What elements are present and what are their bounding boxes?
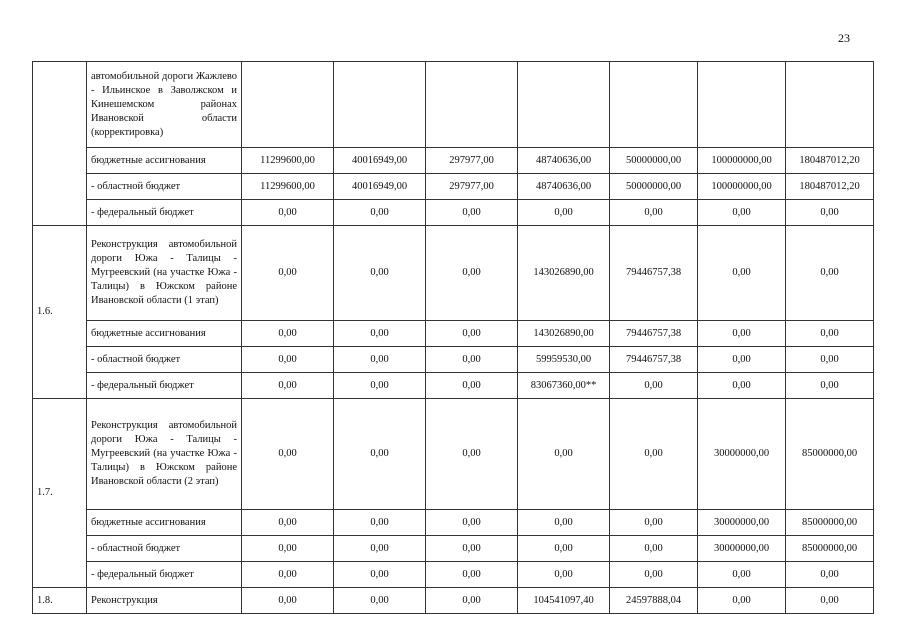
value-cell: 0,00 bbox=[518, 510, 610, 536]
item-name-cell: бюджетные ассигнования bbox=[87, 321, 242, 347]
value-cell bbox=[518, 62, 610, 148]
value-cell: 0,00 bbox=[334, 347, 426, 373]
table-row bbox=[33, 536, 874, 562]
item-name-cell: бюджетные ассигнования bbox=[87, 510, 242, 536]
value-cell: 0,00 bbox=[242, 226, 334, 321]
value-cell: 0,00 bbox=[698, 226, 786, 321]
item-name-cell: бюджетные ассигнования bbox=[87, 148, 242, 174]
value-cell: 0,00 bbox=[334, 373, 426, 399]
value-cell: 0,00 bbox=[786, 200, 874, 226]
value-cell: 0,00 bbox=[698, 588, 786, 614]
value-cell: 0,00 bbox=[518, 200, 610, 226]
value-cell: 0,00 bbox=[426, 399, 518, 510]
table-row bbox=[33, 200, 874, 226]
value-cell: 0,00 bbox=[698, 562, 786, 588]
value-cell: 0,00 bbox=[242, 536, 334, 562]
value-cell: 0,00 bbox=[786, 588, 874, 614]
value-cell: 143026890,00 bbox=[518, 226, 610, 321]
item-number-cell: 1.6. bbox=[33, 226, 87, 399]
value-cell: 100000000,00 bbox=[698, 174, 786, 200]
item-number-cell: 1.7. bbox=[33, 399, 87, 588]
value-cell: 0,00 bbox=[334, 200, 426, 226]
value-cell: 79446757,38 bbox=[610, 226, 698, 321]
item-number-cell: 1.8. bbox=[33, 588, 87, 614]
value-cell bbox=[698, 62, 786, 148]
value-cell: 0,00 bbox=[334, 399, 426, 510]
value-cell: 180487012,20 bbox=[786, 148, 874, 174]
value-cell: 0,00 bbox=[242, 510, 334, 536]
table-row bbox=[33, 62, 874, 148]
item-name-cell: - областной бюджет bbox=[87, 347, 242, 373]
value-cell: 0,00 bbox=[786, 373, 874, 399]
value-cell: 0,00 bbox=[698, 200, 786, 226]
value-cell: 297977,00 bbox=[426, 174, 518, 200]
value-cell: 30000000,00 bbox=[698, 399, 786, 510]
value-cell: 0,00 bbox=[426, 510, 518, 536]
page-number: 23 bbox=[838, 31, 850, 45]
value-cell: 0,00 bbox=[426, 373, 518, 399]
value-cell: 0,00 bbox=[518, 562, 610, 588]
value-cell: 48740636,00 bbox=[518, 148, 610, 174]
value-cell: 0,00 bbox=[242, 399, 334, 510]
table-row bbox=[33, 588, 874, 614]
table-row bbox=[33, 510, 874, 536]
value-cell: 0,00 bbox=[334, 321, 426, 347]
value-cell: 0,00 bbox=[242, 588, 334, 614]
table-row bbox=[33, 562, 874, 588]
value-cell: 0,00 bbox=[242, 373, 334, 399]
value-cell: 0,00 bbox=[610, 536, 698, 562]
value-cell: 0,00 bbox=[334, 536, 426, 562]
value-cell: 0,00 bbox=[426, 226, 518, 321]
value-cell: 85000000,00 bbox=[786, 399, 874, 510]
item-name-cell: Реконструкция bbox=[87, 588, 242, 614]
value-cell: 180487012,20 bbox=[786, 174, 874, 200]
item-name-cell: - федеральный бюджет bbox=[87, 200, 242, 226]
table-row bbox=[33, 148, 874, 174]
value-cell: 0,00 bbox=[426, 536, 518, 562]
value-cell: 40016949,00 bbox=[334, 174, 426, 200]
item-name-cell: - областной бюджет bbox=[87, 174, 242, 200]
value-cell: 40016949,00 bbox=[334, 148, 426, 174]
value-cell: 30000000,00 bbox=[698, 536, 786, 562]
value-cell: 143026890,00 bbox=[518, 321, 610, 347]
value-cell: 24597888,04 bbox=[610, 588, 698, 614]
item-name-cell: автомобильной дороги Жажлево - Ильинское в Заволжском и Кинешемском районах Ивановской области (корректировка) bbox=[87, 62, 242, 148]
value-cell: 0,00 bbox=[610, 562, 698, 588]
item-name-cell: - областной бюджет bbox=[87, 536, 242, 562]
value-cell: 100000000,00 bbox=[698, 148, 786, 174]
item-name-cell: - федеральный бюджет bbox=[87, 562, 242, 588]
value-cell: 50000000,00 bbox=[610, 174, 698, 200]
budget-table bbox=[32, 61, 874, 614]
value-cell: 0,00 bbox=[242, 347, 334, 373]
value-cell bbox=[786, 62, 874, 148]
value-cell: 104541097,40 bbox=[518, 588, 610, 614]
value-cell: 83067360,00** bbox=[518, 373, 610, 399]
value-cell: 0,00 bbox=[426, 200, 518, 226]
value-cell: 0,00 bbox=[786, 347, 874, 373]
item-name-cell: - федеральный бюджет bbox=[87, 373, 242, 399]
value-cell: 0,00 bbox=[426, 562, 518, 588]
item-number-cell bbox=[33, 62, 87, 226]
value-cell: 30000000,00 bbox=[698, 510, 786, 536]
value-cell: 0,00 bbox=[334, 226, 426, 321]
value-cell: 11299600,00 bbox=[242, 148, 334, 174]
value-cell: 79446757,38 bbox=[610, 347, 698, 373]
value-cell: 0,00 bbox=[242, 200, 334, 226]
value-cell: 79446757,38 bbox=[610, 321, 698, 347]
value-cell: 59959530,00 bbox=[518, 347, 610, 373]
value-cell: 0,00 bbox=[426, 588, 518, 614]
value-cell: 0,00 bbox=[518, 399, 610, 510]
table-row bbox=[33, 399, 874, 510]
value-cell: 0,00 bbox=[786, 226, 874, 321]
value-cell: 0,00 bbox=[786, 562, 874, 588]
table-row bbox=[33, 347, 874, 373]
item-name-cell: Реконструкция автомобильной дороги Южа - Талицы - Мугреевский (на участке Южа - Талицы) в Южском районе Ивановской области (1 этап) bbox=[87, 226, 242, 321]
value-cell: 0,00 bbox=[334, 562, 426, 588]
value-cell: 0,00 bbox=[698, 373, 786, 399]
table-row bbox=[33, 373, 874, 399]
value-cell: 0,00 bbox=[786, 321, 874, 347]
value-cell: 0,00 bbox=[242, 562, 334, 588]
value-cell bbox=[610, 62, 698, 148]
table-row bbox=[33, 321, 874, 347]
value-cell: 0,00 bbox=[426, 347, 518, 373]
value-cell bbox=[242, 62, 334, 148]
value-cell: 0,00 bbox=[610, 510, 698, 536]
value-cell: 85000000,00 bbox=[786, 536, 874, 562]
table-row bbox=[33, 226, 874, 321]
value-cell: 0,00 bbox=[334, 588, 426, 614]
value-cell bbox=[426, 62, 518, 148]
value-cell: 0,00 bbox=[242, 321, 334, 347]
value-cell: 0,00 bbox=[610, 373, 698, 399]
value-cell: 0,00 bbox=[610, 399, 698, 510]
item-name-cell: Реконструкция автомобильной дороги Южа - Талицы - Мугреевский (на участке Южа - Талицы) в Южском районе Ивановской области (2 этап) bbox=[87, 399, 242, 510]
value-cell: 50000000,00 bbox=[610, 148, 698, 174]
value-cell: 0,00 bbox=[698, 347, 786, 373]
value-cell: 0,00 bbox=[518, 536, 610, 562]
value-cell bbox=[334, 62, 426, 148]
value-cell: 0,00 bbox=[698, 321, 786, 347]
value-cell: 48740636,00 bbox=[518, 174, 610, 200]
value-cell: 297977,00 bbox=[426, 148, 518, 174]
value-cell: 85000000,00 bbox=[786, 510, 874, 536]
value-cell: 0,00 bbox=[426, 321, 518, 347]
value-cell: 0,00 bbox=[610, 200, 698, 226]
value-cell: 0,00 bbox=[334, 510, 426, 536]
value-cell: 11299600,00 bbox=[242, 174, 334, 200]
table-row bbox=[33, 174, 874, 200]
